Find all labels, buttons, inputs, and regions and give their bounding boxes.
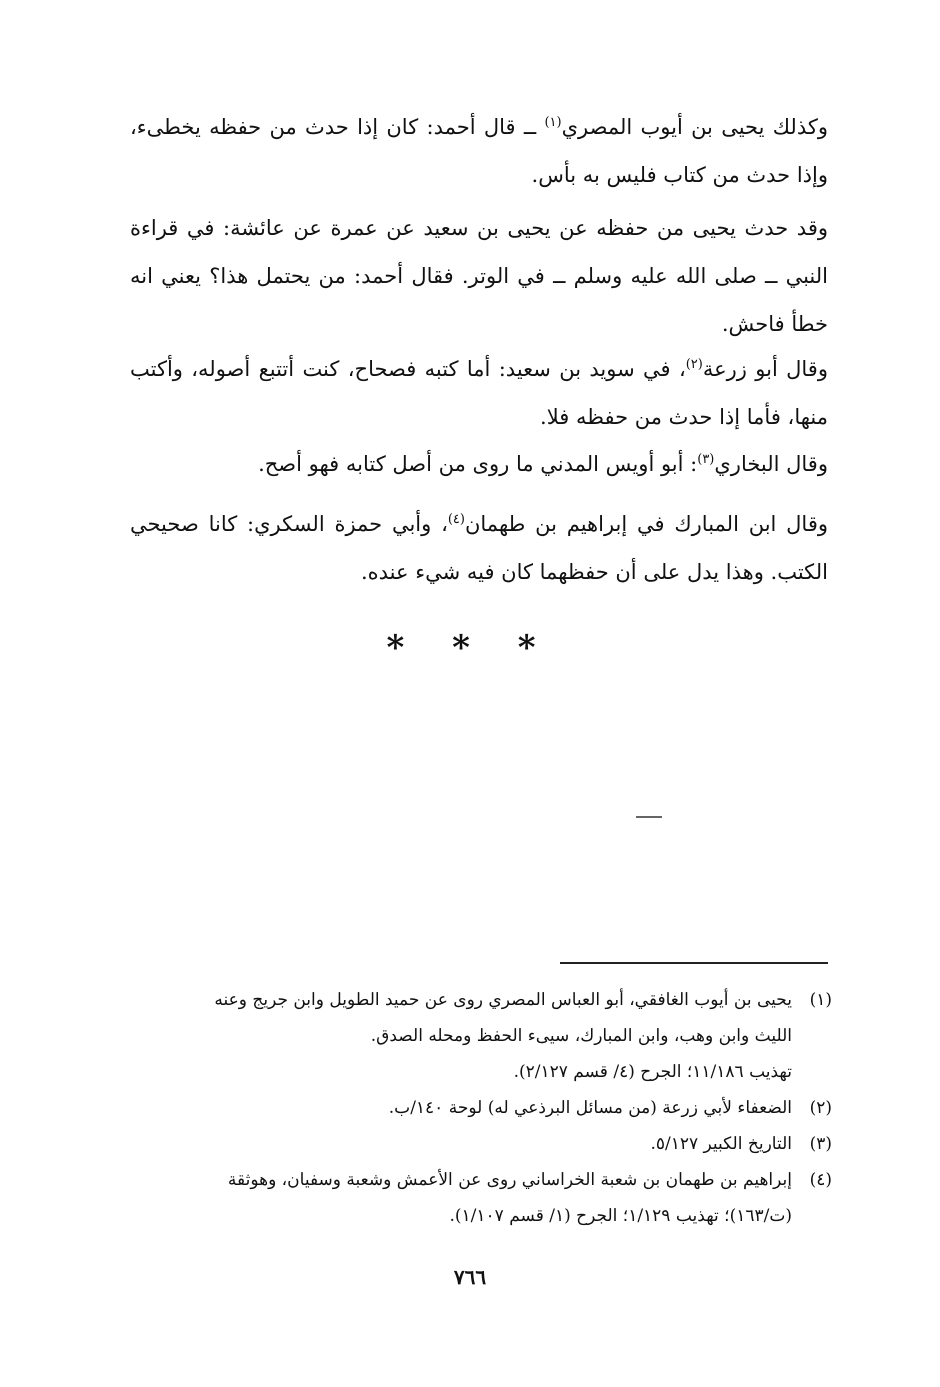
footnote-4 xyxy=(130,1162,832,1234)
footnote-2 xyxy=(130,1090,832,1126)
paragraph-abu-zura xyxy=(130,345,828,441)
footnote-line: تهذيب ١١/١٨٦؛ الجرح (٤/ قسم ٢/١٢٧). xyxy=(513,1062,792,1082)
footnote-3 xyxy=(130,1126,832,1162)
paragraph-yahya-hadith xyxy=(130,204,828,348)
footnote-line: الضعفاء لأبي زرعة (من مسائل البرذعي له) لوحة ١٤٠/ب. xyxy=(388,1098,792,1118)
footnote-number: (٢) xyxy=(809,1098,832,1118)
paragraph-text: : أبو أويس المدني ما روى من أصل كتابه فهو أصح. xyxy=(258,452,698,476)
footnote-line: الليث وابن وهب، وابن المبارك، سيىء الحفظ ومحله الصدق. xyxy=(370,1026,792,1046)
page-number: ٧٦٦ xyxy=(453,1265,487,1289)
paragraph-ibn-mubarak xyxy=(130,500,828,596)
footnote-divider xyxy=(560,962,828,964)
footnote-ref-4[interactable]: (٤) xyxy=(447,512,465,527)
footnote-ref-3[interactable]: (٣) xyxy=(697,452,715,467)
footnote-line: (ت/١٦٣)؛ تهذيب ١/١٢٩؛ الجرح (١/ قسم ١/١٠٧). xyxy=(449,1206,792,1226)
footnote-line: يحيى بن أيوب الغافقي، أبو العباس المصري روى عن حميد الطويل وابن جريج وعنه xyxy=(214,990,792,1010)
paragraph-text: وكذلك يحيى بن أيوب المصري xyxy=(561,115,828,139)
paragraph-text: ، في سويد بن سعيد: أما كتبه فصحاح، كنت أتتبع أصوله، وأكتب منها، فأما إذا حدث من حفظه فلا. xyxy=(130,357,828,429)
paragraph-text: وقال ابن المبارك في إبراهيم بن طهمان xyxy=(464,512,828,536)
paragraph-text: وقال أبو زرعة xyxy=(702,357,828,381)
paragraph-text: وقد حدث يحيى من حفظه عن يحيى بن سعيد عن عمرة عن عائشة: في قراءة النبي ــ صلى الله عليه وسلم ــ في الوتر. فقال أحمد: من يحتمل هذا؟ يعني انه خطأ فاحش. xyxy=(130,216,828,336)
section-separator: * * * xyxy=(386,628,554,668)
paragraph-text: وقال البخاري xyxy=(714,452,828,476)
print-mark xyxy=(636,816,662,818)
footnote-ref-2[interactable]: (٢) xyxy=(685,357,703,372)
footnote-number: (١) xyxy=(809,990,832,1010)
footnote-ref-1[interactable]: (١) xyxy=(544,115,562,130)
paragraph-yahya-ibn-ayyub xyxy=(130,103,828,199)
footnotes-list xyxy=(130,982,832,1234)
paragraph-text: ــ قال أحمد: كان إذا حدث من حفظه يخطىء، وإذا حدث من كتاب فليس به بأس. xyxy=(130,115,828,187)
paragraph-text: ، وأبي حمزة السكري: كانا صحيحي الكتب. وهذا يدل على أن حفظهما كان فيه شيء عنده. xyxy=(130,512,828,584)
footnote-1 xyxy=(130,982,832,1090)
footnote-number: (٣) xyxy=(809,1134,832,1154)
paragraph-bukhari xyxy=(130,440,828,488)
footnote-line: التاريخ الكبير ٥/١٢٧. xyxy=(650,1134,792,1154)
footnote-number: (٤) xyxy=(809,1170,832,1190)
footnote-line: إبراهيم بن طهمان بن شعبة الخراساني روى عن الأعمش وشعبة وسفيان، وهوثقة xyxy=(227,1170,792,1190)
